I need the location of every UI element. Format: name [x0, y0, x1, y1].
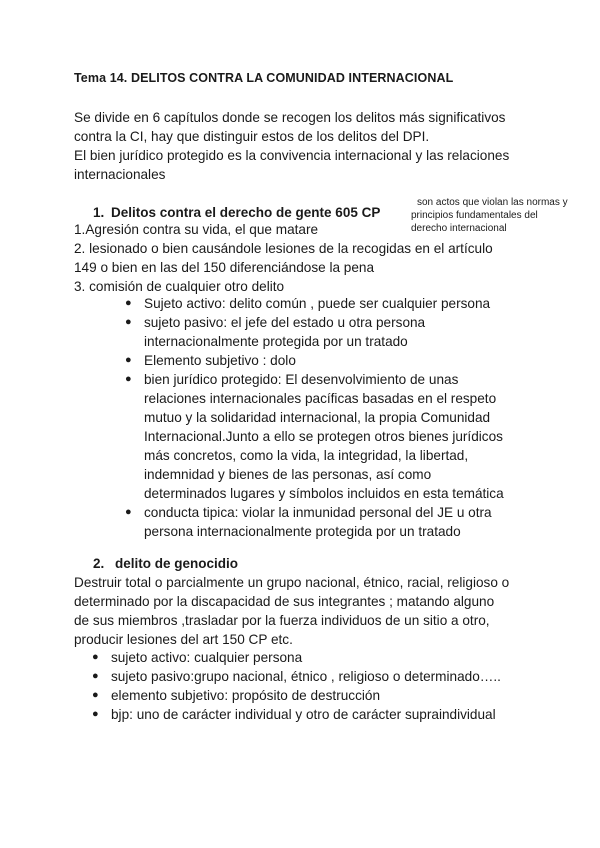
intro-line: contra la CI, hay que distinguir estos de los delitos del DPI.: [74, 129, 430, 144]
bullet-icon: ●: [125, 297, 132, 309]
list-item-line: conducta tipica: violar la inmunidad personal del JE u otra: [144, 505, 492, 520]
list-item-line: sujeto pasivo: el jefe del estado u otra persona: [144, 315, 426, 330]
intro-line: internacionales: [74, 167, 166, 182]
list-item: [92, 667, 532, 686]
list-item-line: determinados lugares y símbolos incluidos en esta temática: [144, 486, 504, 501]
list-item-line: más concretos, como la vida, la integridad, la libertad,: [144, 448, 469, 463]
bullet-icon: ●: [125, 506, 132, 518]
list-item: [92, 686, 532, 705]
list-item-line: persona internacionalmente protegida por un tratado: [144, 524, 461, 539]
list-item-line: elemento subjetivo: propósito de destrucción: [111, 688, 381, 703]
section2-number: 2.: [93, 556, 105, 571]
list-item-line: relaciones internacionales pacíficas basadas en el respeto: [144, 391, 497, 406]
list-item: [125, 294, 515, 313]
paragraph-line: Destruir total o parcialmente un grupo nacional, étnico, racial, religioso o: [74, 575, 510, 590]
margin-note-line: son actos que violan las normas y: [417, 197, 568, 208]
section1-item: 3. comisión de cualquier otro delito: [74, 279, 285, 294]
section1-number: 1.: [93, 205, 105, 220]
section2-bullet-list: [92, 648, 532, 724]
section2-paragraph: [74, 573, 534, 649]
section1-heading-text: Delitos contra el derecho de gente 605 CP: [111, 205, 381, 220]
list-item: [92, 705, 532, 724]
list-item-line: internacionalmente protegida por un tratado: [144, 334, 408, 349]
list-item-line: indemnidad y bienes de las personas, así como: [144, 467, 432, 482]
section2-heading-text: delito de genocidio: [115, 556, 239, 571]
list-item-line: Internacional.Junto a ello se protegen otros bienes jurídicos: [144, 429, 503, 444]
section2-heading: [93, 556, 238, 571]
bullet-icon: ●: [92, 670, 99, 682]
bullet-icon: ●: [125, 316, 132, 328]
intro-paragraph: [74, 108, 544, 184]
list-item: [125, 503, 515, 541]
bullet-icon: ●: [92, 708, 99, 720]
list-item: [125, 351, 515, 370]
section1-item: 2. lesionado o bien causándole lesiones de la recogidas en el artículo: [74, 241, 493, 256]
section1-item: 149 o bien en las del 150 diferenciándose la pena: [74, 260, 375, 275]
list-item-line: mutuo y la solidaridad internacional, la propia Comunidad: [144, 410, 491, 425]
margin-note-line: derecho internacional: [411, 223, 507, 234]
bullet-icon: ●: [92, 651, 99, 663]
list-item-line: bjp: uno de carácter individual y otro de carácter supraindividual: [111, 707, 496, 722]
section1-item: 1.Agresión contra su vida, el que matare: [74, 222, 319, 237]
list-item: [92, 648, 532, 667]
bullet-icon: ●: [125, 354, 132, 366]
list-item-line: sujeto activo: cualquier persona: [111, 650, 303, 665]
paragraph-line: de sus miembros ,trasladar por la fuerza individuos de un sitio a otro,: [74, 613, 490, 628]
list-item-line: bien jurídico protegido: El desenvolvimiento de unas: [144, 372, 459, 387]
list-item-line: Elemento subjetivo : dolo: [144, 353, 296, 368]
bullet-icon: ●: [125, 373, 132, 385]
paragraph-line: producir lesiones del art 150 CP etc.: [74, 632, 293, 647]
section1-bullet-list: [125, 294, 515, 541]
intro-line: El bien jurídico protegido es la convivencia internacional y las relaciones: [74, 148, 510, 163]
section1-items: [74, 220, 544, 296]
page-title: Tema 14. DELITOS CONTRA LA COMUNIDAD INTERNACIONAL: [74, 71, 454, 85]
list-item: [125, 313, 515, 351]
list-item-line: Sujeto activo: delito común , puede ser cualquier persona: [144, 296, 491, 311]
bullet-icon: ●: [92, 689, 99, 701]
paragraph-line: determinado por la discapacidad de sus integrantes ; matando alguno: [74, 594, 495, 609]
list-item-line: sujeto pasivo:grupo nacional, étnico , religioso o determinado…..: [111, 669, 501, 684]
section1-heading: [93, 205, 380, 220]
margin-note-line: principios fundamentales del: [411, 210, 538, 221]
list-item: [125, 370, 515, 503]
intro-line: Se divide en 6 capítulos donde se recogen los delitos más significativos: [74, 110, 506, 125]
